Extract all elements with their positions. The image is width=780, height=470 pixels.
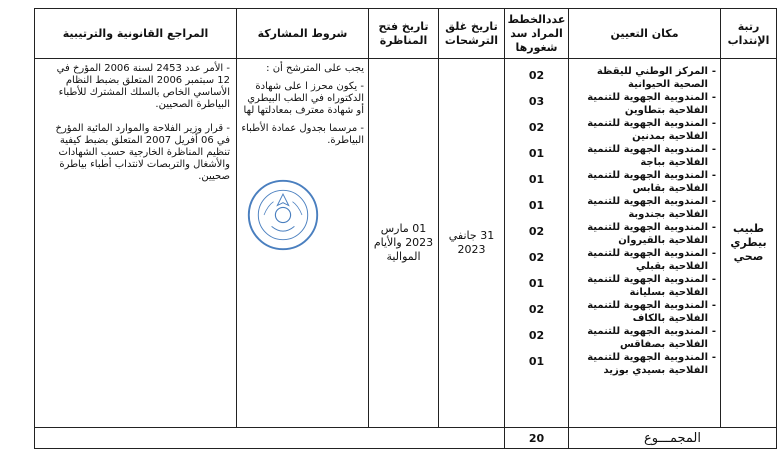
close-date-cell: 31 جانفي 2023 [439, 59, 505, 428]
place-list [569, 59, 720, 377]
place-item: - المندوبية الجهوية للتنمية الفلاحية بقبلي [575, 247, 716, 273]
total-row [35, 428, 777, 449]
header-close-date: تاريخ غلق الترشحات [439, 9, 505, 59]
place-item: - المندوبية الجهوية للتنمية الفلاحية بقابس [575, 169, 716, 195]
count-item: 02 [528, 303, 545, 316]
place-item: - المندوبية الجهوية للتنمية الفلاحية بمدنين [575, 117, 716, 143]
place-item: - المركز الوطني لليقظة الصحية الحيوانية [575, 65, 716, 91]
recruitment-table [34, 8, 777, 449]
body-row [35, 59, 777, 428]
count-item: 02 [528, 69, 545, 82]
reference-1: - الأمر عدد 2453 لسنة 2006 المؤرخ في 12 سبتمبر 2006 المتعلق بضبط النظام الأساسي الخاص بالسلك المشترك للأطباء البياطرة الصحيين. [56, 63, 230, 110]
count-item: 02 [528, 329, 545, 342]
place-item: - المندوبية الجهوية للتنمية الفلاحية بالقيروان [575, 221, 716, 247]
official-seal-icon [245, 177, 321, 253]
count-item: 02 [528, 121, 545, 134]
total-empty-cell [35, 428, 505, 449]
conditions-cell [237, 59, 369, 428]
header-place: مكان التعيين [569, 9, 721, 59]
header-count: عددالخطط المراد سد شغورها [505, 9, 569, 59]
count-item: 01 [528, 173, 545, 186]
place-item: - المندوبية الجهوية للتنمية الفلاحية بجندوبة [575, 195, 716, 221]
count-cell [505, 59, 569, 428]
place-item: - المندوبية الجهوية للتنمية الفلاحية بتطاوين [575, 91, 716, 117]
total-label: المجمـــوع [569, 428, 777, 449]
reference-2: - قرار وزير الفلاحة والموارد المائية المؤرخ في 06 أفريل 2007 المتعلق بضبط كيفية تنظيم المناظرة الخارجية حسب الشهادات والأشغال والتربصات لانتداب أطباء بياطرة صحيين. [55, 123, 230, 182]
count-item: 01 [528, 277, 545, 290]
count-item: 02 [528, 225, 545, 238]
place-item: - المندوبية الجهوية للتنمية الفلاحية بصفاقس [575, 325, 716, 351]
count-item: 03 [528, 95, 545, 108]
header-conditions: شروط المشاركة [237, 9, 369, 59]
recruitment-table-sheet [34, 8, 776, 460]
count-item: 01 [528, 199, 545, 212]
header-rank: رتبة الإنتداب [721, 9, 777, 59]
header-references: المراجع القانونية والترتيبية [35, 9, 237, 59]
rank-cell: طبيب بيطري صحي [721, 59, 777, 428]
count-item: 02 [528, 251, 545, 264]
place-item: - المندوبية الجهوية للتنمية الفلاحية بالكاف [575, 299, 716, 325]
total-value: 20 [505, 428, 569, 449]
place-item: - المندوبية الجهوية للتنمية الفلاحية بباجة [575, 143, 716, 169]
conditions-intro: يجب على المترشح أن : [266, 63, 364, 74]
place-item: - المندوبية الجهوية للتنمية الفلاحية بسليانة [575, 273, 716, 299]
count-list [505, 59, 568, 381]
count-item: 01 [528, 355, 545, 368]
count-item: 01 [528, 147, 545, 160]
open-date-cell: 01 مارس 2023 والأيام الموالية [369, 59, 439, 428]
references-cell [35, 59, 237, 428]
place-item: - المندوبية الجهوية للتنمية الفلاحية بسيدي بوزيد [575, 351, 716, 377]
conditions-item-2: - مرسما بجدول عمادة الأطباء البياطرة. [241, 123, 364, 146]
header-open-date: تاريخ فتح المناظرة [369, 9, 439, 59]
conditions-item-1: - يكون محرز ا على شهادة الدكتوراه في الطب البيطري أو شهادة معترف بمعادلتها لها [243, 81, 364, 116]
header-row [35, 9, 777, 59]
place-cell [569, 59, 721, 428]
